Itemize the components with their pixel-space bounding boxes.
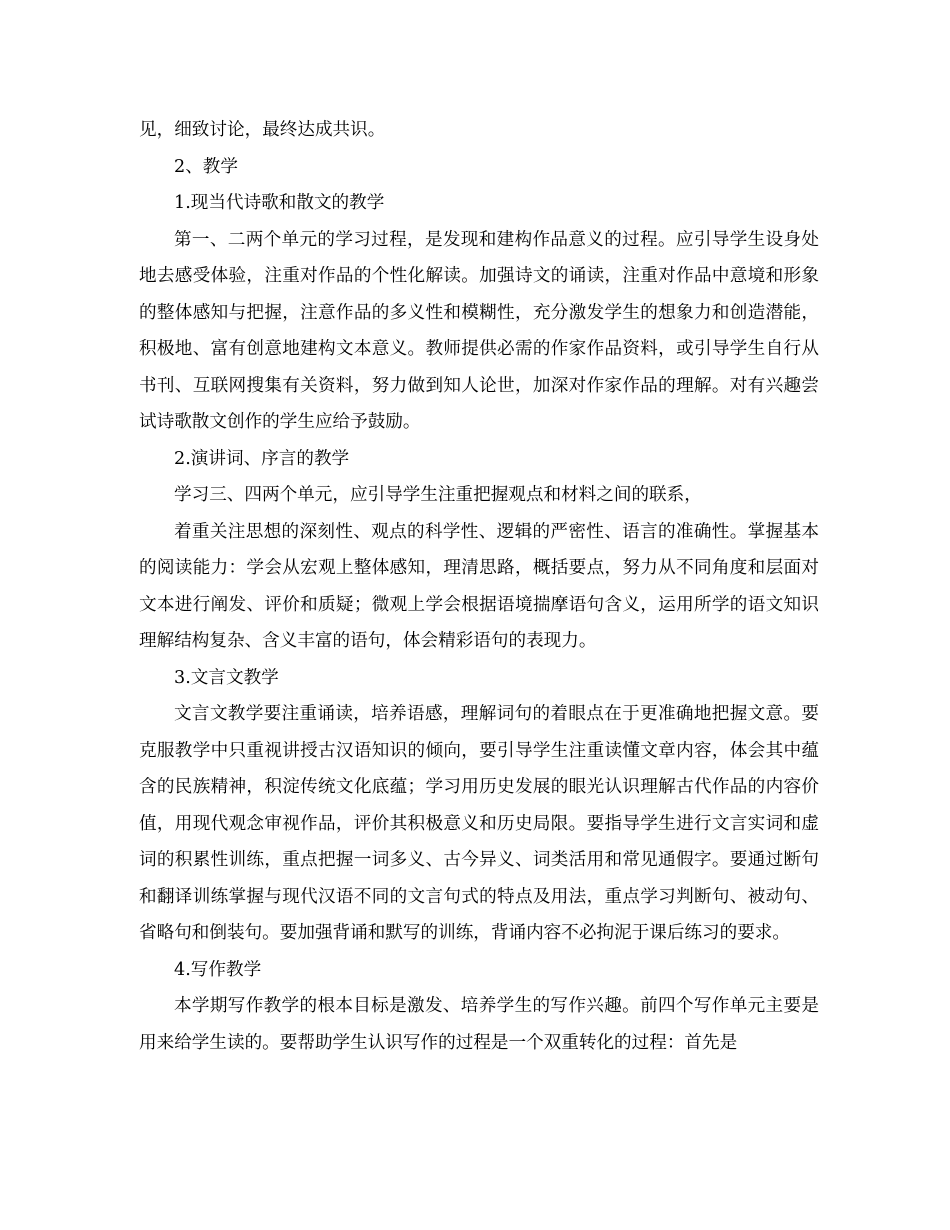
section-heading-teaching: 2、教学 bbox=[174, 156, 238, 177]
subheading-classical-chinese: 3.文言文教学 bbox=[174, 667, 279, 688]
paragraph-poetry-prose: 第一、二两个单元的学习过程，是发现和建构作品意义的过程。应引导学生设身处地去感受体验，注重对作品的个性化解读。加强诗文的诵读，注重对作品中意境和形象的整体感知与把握，注意作品的多义性和模糊性，充分激发学生的想象力和创造潜能，积极地、富有创意地建构文本意义。教师提供必需的作家作品资料，或引导学生自行从书刊、互联网搜集有关资料，努力做到知人论世，加深对作家作品的理解。对有兴趣尝试诗歌散文创作的学生应给予鼓励。 bbox=[139, 229, 819, 432]
document-body bbox=[139, 112, 819, 1061]
paragraph-speech-preface: 着重关注思想的深刻性、观点的科学性、逻辑的严密性、语言的准确性。掌握基本的阅读能力：学会从宏观上整体感知，理清思路，概括要点，努力从不同角度和层面对文本进行阐发、评价和质疑；微观上学会根据语境揣摩语句含义，运用所学的语文知识理解结构复杂、含义丰富的语句，体会精彩语句的表现力。 bbox=[139, 521, 819, 651]
paragraph-writing: 本学期写作教学的根本目标是激发、培养学生的写作兴趣。前四个写作单元主要是用来给学生读的。要帮助学生认识写作的过程是一个双重转化的过程：首先是 bbox=[139, 996, 819, 1053]
paragraph-classical-chinese: 文言文教学要注重诵读，培养语感，理解词句的着眼点在于更准确地把握文意。要克服教学中只重视讲授古汉语知识的倾向，要引导学生注重读懂文章内容，体会其中蕴含的民族精神，积淀传统文化底蕴；学习用历史发展的眼光认识理解古代作品的内容价值，用现代观念审视作品，评价其积极意义和历史局限。要指导学生进行文言实词和虚词的积累性训练，重点把握一词多义、古今异义、词类活用和常见通假字。要通过断句和翻译训练掌握与现代汉语不同的文言句式的特点及用法，重点学习判断句、被动句、省略句和倒装句。要加强背诵和默写的训练，背诵内容不必拘泥于课后练习的要求。 bbox=[139, 704, 819, 943]
subheading-poetry-prose: 1.现当代诗歌和散文的教学 bbox=[174, 193, 385, 213]
paragraph-speech-preface-intro: 学习三、四两个单元，应引导学生注重把握观点和材料之间的联系， bbox=[174, 485, 702, 505]
paragraph-continuation: 见，细致讨论，最终达成共识。 bbox=[139, 120, 386, 140]
subheading-writing: 4.写作教学 bbox=[174, 959, 262, 980]
subheading-speech-preface: 2.演讲词、序言的教学 bbox=[174, 448, 350, 469]
